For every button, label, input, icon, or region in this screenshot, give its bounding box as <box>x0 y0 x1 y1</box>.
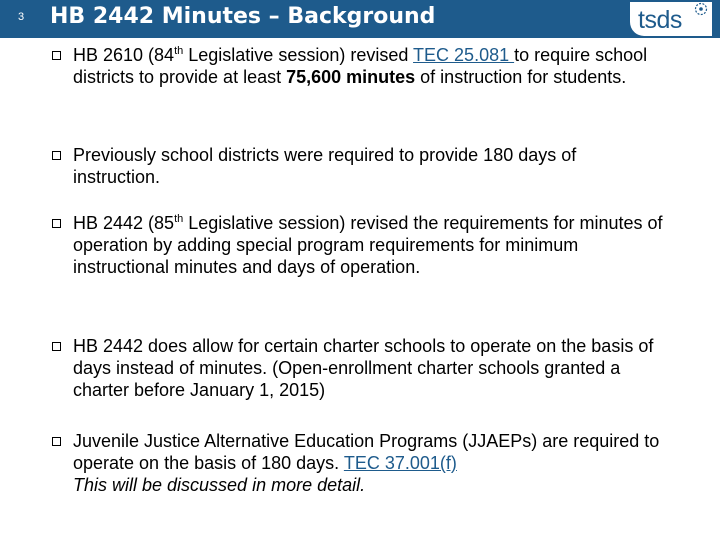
bold-minutes: 75,600 minutes <box>286 67 416 87</box>
superscript: th <box>174 45 184 57</box>
tec-25-081-link[interactable]: TEC 25.081 <box>413 45 515 65</box>
bullet-text-segment: Legislative session) revised the requirements for minutes of operation by adding special program requirements for minimum instructional minutes and days of operation. <box>73 213 663 277</box>
square-bullet-icon <box>52 51 61 60</box>
slide-title: HB 2442 Minutes – Background <box>50 4 436 29</box>
bullet-text <box>73 212 668 278</box>
square-bullet-icon <box>52 151 61 160</box>
tsds-logo <box>630 2 712 36</box>
bullet-text: Previously school districts were required to provide 180 days of instruction. <box>73 145 577 187</box>
title-bar <box>0 0 720 38</box>
bullet-text-segment: Juvenile Justice Alternative Education Programs (JJAEPs) are required to operate on the basis of 180 days. <box>73 431 660 473</box>
square-bullet-icon <box>52 342 61 351</box>
bullet-text-segment: of instruction for students. <box>415 67 627 87</box>
square-bullet-icon <box>52 219 61 228</box>
italic-note: This will be discussed in more detail. <box>73 475 366 495</box>
tsds-logo-icon <box>694 2 708 16</box>
logo-text: tsds <box>638 6 682 34</box>
slide-number: 3 <box>18 11 25 23</box>
tec-37-001-link[interactable]: TEC 37.001(f) <box>343 453 457 473</box>
bullet-text-segment: HB 2442 (85 <box>73 213 175 233</box>
bullet-text <box>73 44 668 88</box>
square-bullet-icon <box>52 437 61 446</box>
bullet-text: HB 2442 does allow for certain charter schools to operate on the basis of days instead of minutes. (Open-enrollment charter schools granted a charter before January 1, 2015) <box>73 336 654 400</box>
bullet-text-segment: Legislative session) revised <box>183 45 414 65</box>
superscript: th <box>174 213 184 225</box>
bullet-text-segment: to require school districts to provide at least <box>73 45 648 87</box>
bullet-text-segment: HB 2610 (84 <box>73 45 175 65</box>
bullet-text <box>73 430 668 496</box>
